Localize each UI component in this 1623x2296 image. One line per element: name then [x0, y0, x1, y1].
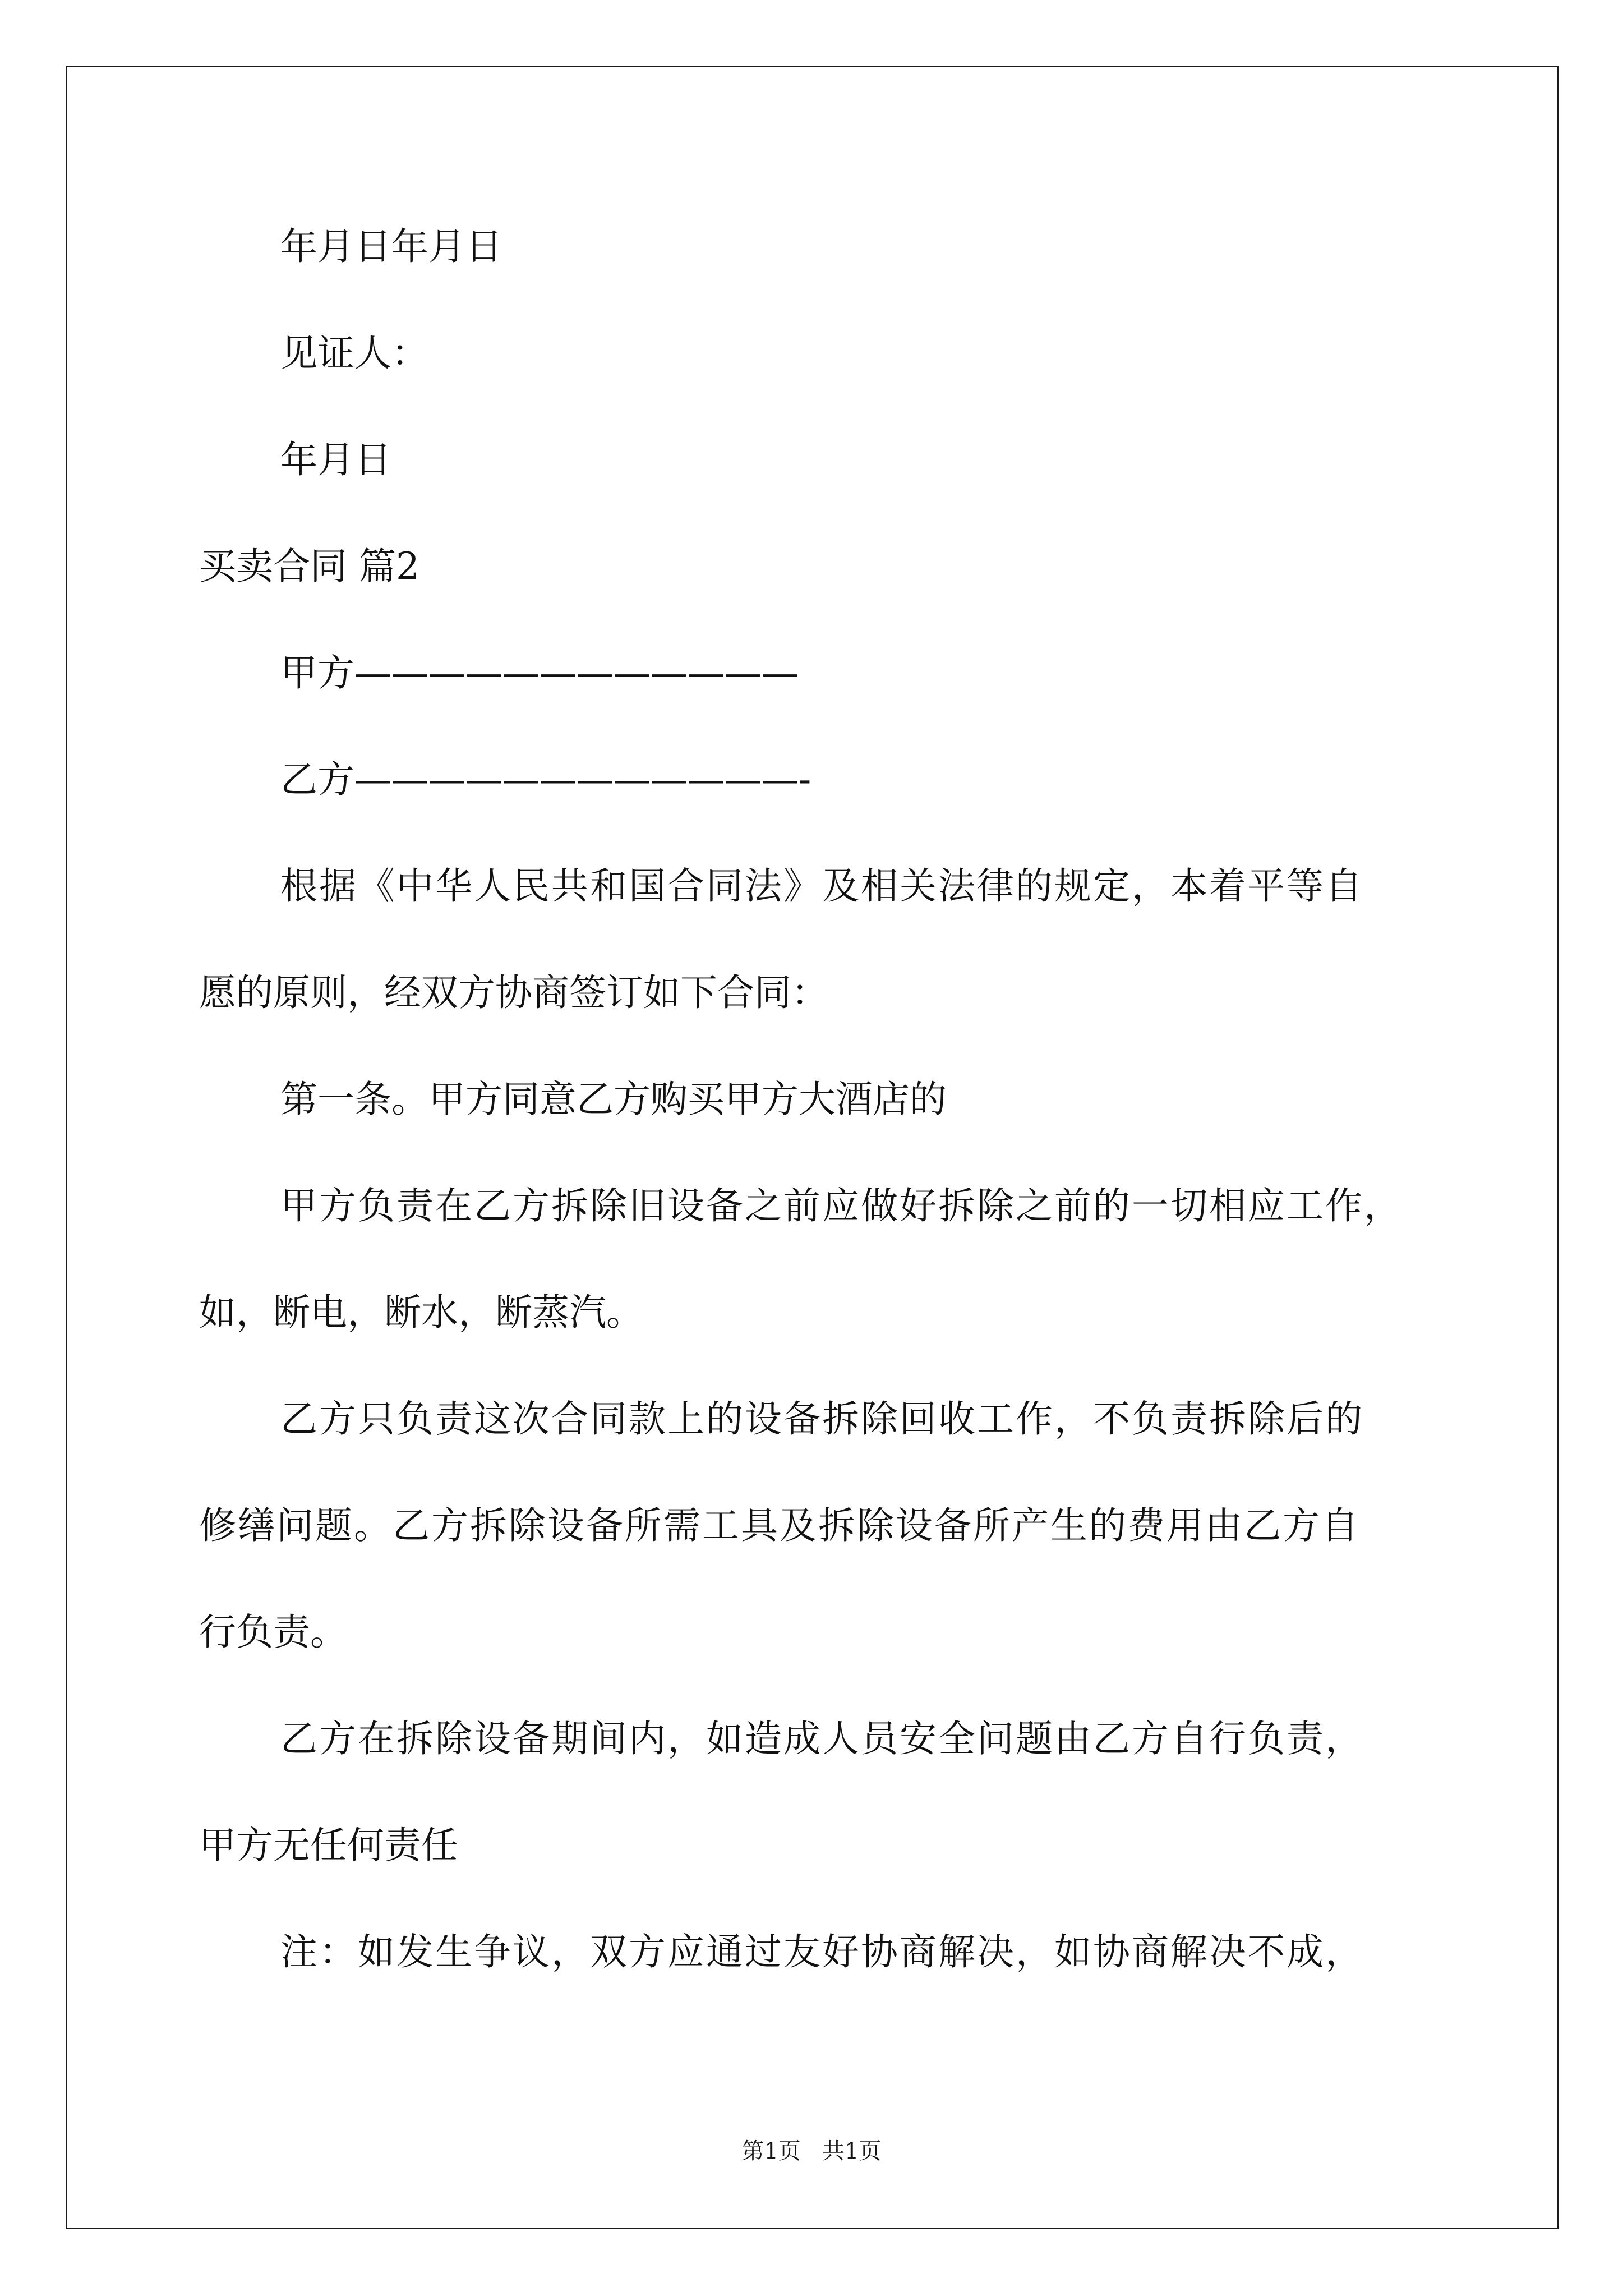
party-a-duty-line-2: 如，断电，断水，断蒸汽。	[199, 1291, 643, 1334]
witness-label: 见证人：	[280, 332, 428, 375]
article-1-line: 第一条。甲方同意乙方购买甲方大酒店的	[280, 1078, 947, 1121]
page-footer: 第1页 共1页	[741, 2138, 882, 2164]
preamble-line-1: 根据《中华人民共和国合同法》及相关法律的规定，本着平等自	[280, 864, 1364, 908]
party-a-line: 甲方————————————	[280, 651, 799, 694]
dispute-note-line: 注：如发生争议，双方应通过友好协商解决，如协商解决不成，	[280, 1930, 1364, 1973]
safety-clause-line-2: 甲方无任何责任	[199, 1824, 458, 1867]
section-title: 买卖合同 篇2	[199, 545, 419, 588]
party-b-line: 乙方————————————-	[280, 758, 811, 801]
party-b-duty-line-1: 乙方只负责这次合同款上的设备拆除回收工作，不负责拆除后的	[280, 1397, 1364, 1441]
date-line-witness: 年月日	[280, 438, 391, 481]
safety-clause-line-1: 乙方在拆除设备期间内，如造成人员安全问题由乙方自行负责，	[280, 1717, 1364, 1760]
party-b-duty-line-2: 修缮问题。乙方拆除设备所需工具及拆除设备所产生的费用由乙方自	[199, 1504, 1360, 1547]
party-a-duty-line-1: 甲方负责在乙方拆除旧设备之前应做好拆除之前的一切相应工作，	[280, 1184, 1403, 1227]
date-line-signatures: 年月日年月日	[280, 225, 502, 268]
party-b-duty-line-3: 行负责。	[199, 1611, 347, 1654]
preamble-line-2: 愿的原则，经双方协商签订如下合同：	[199, 971, 828, 1014]
page-border	[66, 66, 1559, 2229]
